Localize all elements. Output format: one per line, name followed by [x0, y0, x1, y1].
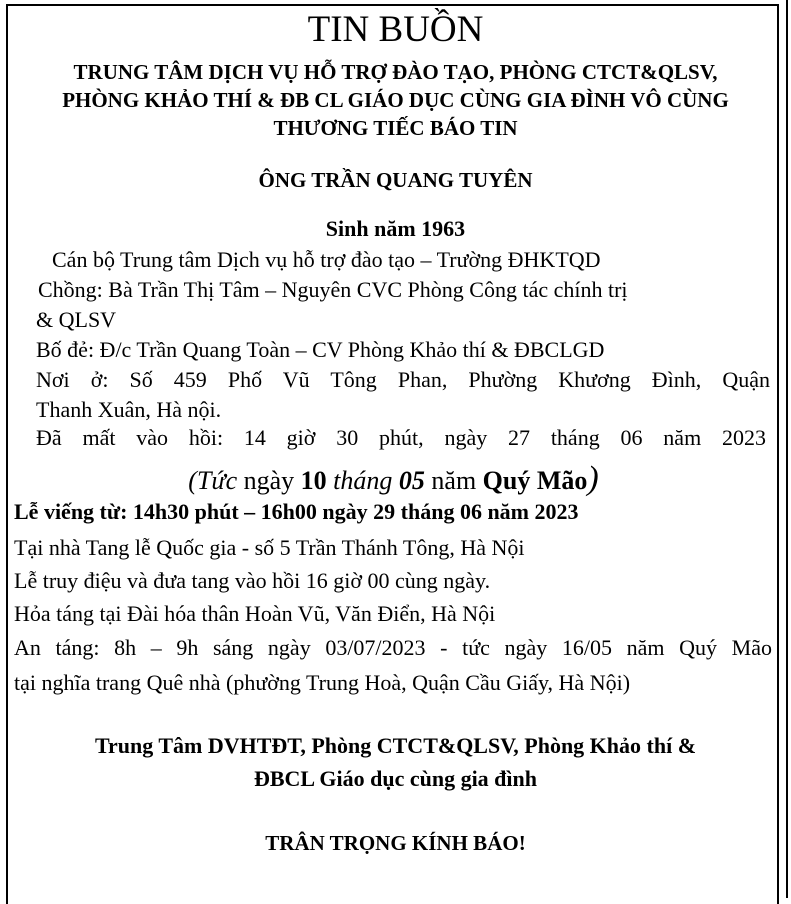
address-line-1: Nơi ở: Số 459 Phố Vũ Tông Phan, Phường Khương Đình, Quận [36, 367, 770, 392]
birth-year: Sinh năm 1963 [325, 216, 466, 241]
lunar-day: 10 [300, 466, 327, 495]
memorial-text: Lễ truy điệu và đưa tang vào hồi 16 giờ 00 cùng ngày. [14, 568, 491, 593]
lunar-open-paren: ( [188, 466, 197, 495]
venue-text: Tại nhà Tang lễ Quốc gia - số 5 Trần Thánh Tông, Hà Nội [14, 535, 525, 560]
lunar-ngay: ngày [237, 466, 301, 495]
burial-line-1: An táng: 8h – 9h sáng ngày 03/07/2023 - tức ngày 16/05 năm Quý Mão [14, 635, 772, 660]
position-text: Cán bộ Trung tâm Dịch vụ hỗ trợ đào tạo – Trường ĐHKTQD [52, 247, 601, 272]
father-text: Bố đẻ: Đ/c Trần Quang Toàn – CV Phòng Khảo thí & ĐBCLGD [36, 337, 605, 362]
lunar-thang: tháng [326, 466, 399, 495]
lunar-tuc: Tức [196, 466, 238, 495]
signature-line-1: Trung Tâm DVHTĐT, Phòng CTCT&QLSV, Phòng Khảo thí & [94, 733, 697, 758]
lunar-close-paren: ) [587, 460, 599, 497]
lunar-year: Quý Mão [482, 466, 588, 495]
spouse-line-2: & QLSV [36, 307, 117, 332]
spouse-line-1: Chồng: Bà Trần Thị Tâm – Nguyên CVC Phòng Công tác chính trị [38, 277, 628, 302]
visitation-time: Lễ viếng từ: 14h30 phút – 16h00 ngày 29 tháng 06 năm 2023 [14, 499, 579, 524]
closing-text: TRÂN TRỌNG KÍNH BÁO! [265, 831, 526, 855]
org-line-2: PHÒNG KHẢO THÍ & ĐB CL GIÁO DỤC CÙNG GIA ĐÌNH VÔ CÙNG [62, 88, 729, 112]
deceased-name: ÔNG TRẦN QUANG TUYÊN [258, 168, 533, 192]
org-line-1: TRUNG TÂM DỊCH VỤ HỖ TRỢ ĐÀO TẠO, PHÒNG CTCT&QLSV, [73, 60, 718, 84]
lunar-date [0, 460, 789, 498]
lunar-nam: năm [424, 466, 483, 495]
passed-away-text: Đã mất vào hồi: 14 giờ 30 phút, ngày 27 tháng 06 năm 2023 [36, 425, 766, 450]
cremation-text: Hỏa táng tại Đài hóa thân Hoàn Vũ, Văn Điển, Hà Nội [14, 601, 496, 626]
org-line-3: THƯƠNG TIẾC BÁO TIN [273, 116, 518, 140]
lunar-month: 05 [398, 466, 425, 495]
burial-line-2: tại nghĩa trang Quê nhà (phường Trung Hoà, Quận Cầu Giấy, Hà Nội) [14, 670, 631, 695]
address-line-2: Thanh Xuân, Hà nội. [36, 397, 222, 422]
notice-title: TIN BUỒN [307, 9, 484, 50]
signature-line-2: ĐBCL Giáo dục cùng gia đình [253, 766, 538, 791]
